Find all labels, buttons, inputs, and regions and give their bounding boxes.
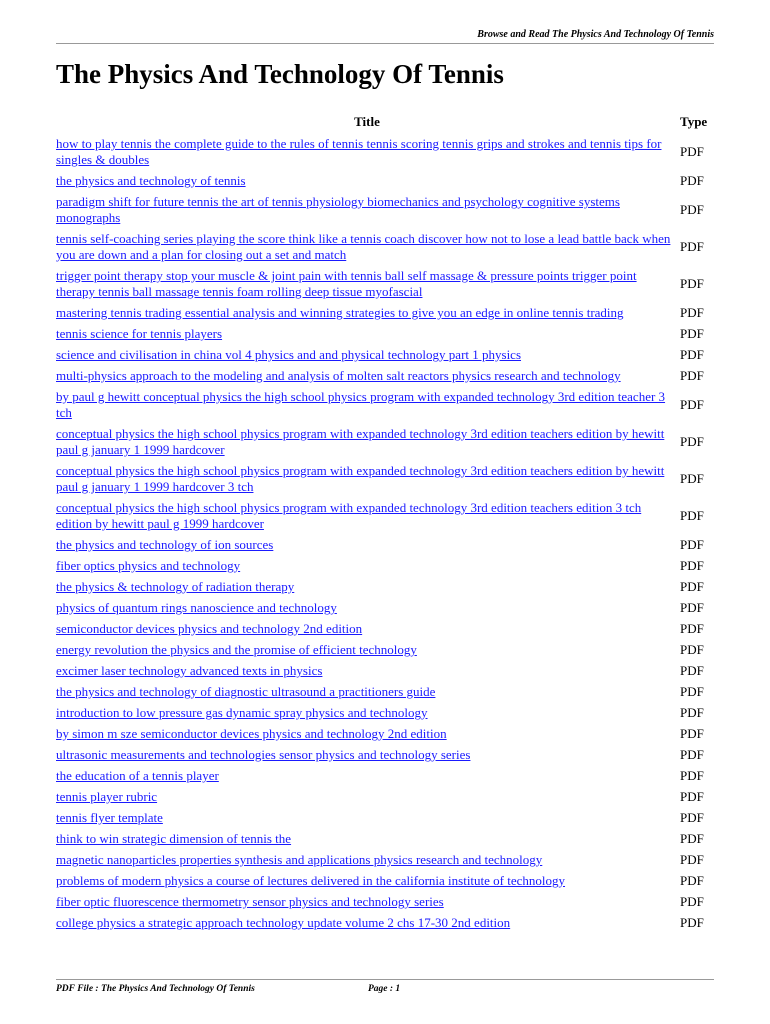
document-link[interactable]: think to win strategic dimension of tennis the [56,831,292,846]
file-type-label: PDF [680,368,704,383]
document-link[interactable]: tennis player rubric [56,789,158,804]
table-row [56,661,716,682]
title-cell [56,745,678,766]
document-link[interactable]: by paul g hewitt conceptual physics the high school physics program with expanded technology 3rd edition teacher 3 tch [56,389,666,420]
title-cell [56,192,678,229]
table-body [56,134,716,934]
table-row [56,535,716,556]
table-row [56,682,716,703]
file-type-label: PDF [680,558,704,573]
file-type-label: PDF [680,768,704,783]
file-type-label: PDF [680,894,704,909]
title-cell [56,787,678,808]
footer-page-number: Page : 1 [368,984,401,994]
table-row [56,229,716,266]
document-link[interactable]: by simon m sze semiconductor devices physics and technology 2nd edition [56,726,447,741]
title-cell [56,366,678,387]
document-link[interactable]: the physics and technology of ion sources [56,537,274,552]
table-row [56,787,716,808]
title-cell [56,661,678,682]
table-row [56,808,716,829]
document-link[interactable]: the physics and technology of tennis [56,173,246,188]
table-row [56,850,716,871]
title-cell [56,345,678,366]
table-row [56,871,716,892]
document-link[interactable]: tennis self-coaching series playing the score think like a tennis coach discover how not to lose a lead battle back when you are down and a plan for closing out a set and match [56,231,671,262]
title-cell [56,134,678,171]
document-link[interactable]: how to play tennis the complete guide to the rules of tennis tennis scoring tennis grips and strokes and tennis tips for singles & doubles [56,136,662,167]
file-type-label: PDF [680,852,704,867]
table-header-row [56,110,716,134]
title-cell [56,577,678,598]
title-cell [56,229,678,266]
file-type-label: PDF [680,202,704,217]
document-link[interactable]: ultrasonic measurements and technologies sensor physics and technology series [56,747,471,762]
table-row [56,324,716,345]
document-link[interactable]: tennis flyer template [56,810,163,825]
file-type-label: PDF [680,789,704,804]
title-cell [56,724,678,745]
table-row [56,556,716,577]
file-type-label: PDF [680,276,704,291]
file-type-label: PDF [680,471,704,486]
table-row [56,266,716,303]
document-link[interactable]: energy revolution the physics and the promise of efficient technology [56,642,417,657]
title-cell [56,871,678,892]
file-type-label: PDF [680,579,704,594]
title-cell [56,556,678,577]
table-row [56,192,716,229]
table-row [56,703,716,724]
table-row [56,366,716,387]
file-type-label: PDF [680,326,704,341]
column-header-type: Type [680,114,708,129]
document-link[interactable]: the education of a tennis player [56,768,219,783]
title-cell [56,303,678,324]
file-type-label: PDF [680,705,704,720]
file-type-label: PDF [680,915,704,930]
file-type-label: PDF [680,600,704,615]
document-list-table [56,110,716,934]
file-type-label: PDF [680,684,704,699]
document-link[interactable]: magnetic nanoparticles properties synthesis and applications physics research and technology [56,852,543,867]
title-cell [56,850,678,871]
table-row [56,134,716,171]
title-cell [56,703,678,724]
file-type-label: PDF [680,508,704,523]
table-row [56,424,716,461]
document-link[interactable]: conceptual physics the high school physics program with expanded technology 3rd edition teachers edition by hewitt paul g january 1 1999 hardcover [56,426,665,457]
document-link[interactable]: paradigm shift for future tennis the art of tennis physiology biomechanics and psychology cognitive systems monographs [56,194,620,225]
title-cell [56,913,678,934]
table-row [56,766,716,787]
title-cell [56,808,678,829]
document-link[interactable]: trigger point therapy stop your muscle & joint pain with tennis ball self massage & pressure points trigger point therapy tennis ball massage tennis foam rolling deep tissue myofascial [56,268,637,299]
file-type-label: PDF [680,831,704,846]
table-row [56,640,716,661]
file-type-label: PDF [680,747,704,762]
file-type-label: PDF [680,397,704,412]
title-cell [56,829,678,850]
header-divider [56,43,714,44]
table-row [56,598,716,619]
title-cell [56,598,678,619]
file-type-label: PDF [680,726,704,741]
table-row [56,619,716,640]
title-cell [56,387,678,424]
document-link[interactable]: introduction to low pressure gas dynamic spray physics and technology [56,705,428,720]
document-link[interactable]: the physics and technology of diagnostic ultrasound a practitioners guide [56,684,436,699]
document-link[interactable]: physics of quantum rings nanoscience and technology [56,600,337,615]
table-row [56,724,716,745]
file-type-label: PDF [680,144,704,159]
title-cell [56,424,678,461]
document-link[interactable]: problems of modern physics a course of lectures delivered in the california institute of technology [56,873,566,888]
table-row [56,913,716,934]
table-row [56,498,716,535]
title-cell [56,766,678,787]
file-type-label: PDF [680,347,704,362]
document-link[interactable]: mastering tennis trading essential analysis and winning strategies to give you an edge in online tennis trading [56,305,624,320]
title-cell [56,535,678,556]
title-cell [56,461,678,498]
file-type-label: PDF [680,434,704,449]
file-type-label: PDF [680,873,704,888]
file-type-label: PDF [680,537,704,552]
table-row [56,745,716,766]
document-link[interactable]: semiconductor devices physics and technology 2nd edition [56,621,363,636]
document-link[interactable]: science and civilisation in china vol 4 physics and and physical technology part 1 physics [56,347,522,362]
file-type-label: PDF [680,642,704,657]
table-row [56,577,716,598]
table-row [56,171,716,192]
document-link[interactable]: multi-physics approach to the modeling and analysis of molten salt reactors physics research and technology [56,368,621,383]
document-link[interactable]: fiber optics physics and technology [56,558,241,573]
title-cell [56,324,678,345]
document-link[interactable]: fiber optic fluorescence thermometry sensor physics and technology series [56,894,444,909]
file-type-label: PDF [680,173,704,188]
document-title: The Physics And Technology Of Tennis [56,59,504,89]
document-link[interactable]: the physics & technology of radiation therapy [56,579,295,594]
table-row [56,892,716,913]
title-cell [56,266,678,303]
table-row [56,829,716,850]
table-row [56,345,716,366]
title-cell [56,682,678,703]
file-type-label: PDF [680,810,704,825]
table-row [56,303,716,324]
title-cell [56,640,678,661]
document-link[interactable]: conceptual physics the high school physics program with expanded technology 3rd edition teachers edition by hewitt paul g january 1 1999 hardcover 3 tch [56,463,665,494]
document-link[interactable]: tennis science for tennis players [56,326,223,341]
column-header-title: Title [354,114,380,129]
file-type-label: PDF [680,621,704,636]
title-cell [56,498,678,535]
file-type-label: PDF [680,305,704,320]
document-link[interactable]: conceptual physics the high school physics program with expanded technology 3rd edition teachers edition 3 tch edition by hewitt paul g 1999 hardcover [56,500,642,531]
footer-file-label: PDF File : The Physics And Technology Of Tennis [56,984,255,994]
document-link[interactable]: excimer laser technology advanced texts in physics [56,663,323,678]
table-row [56,387,716,424]
running-header: Browse and Read The Physics And Technology Of Tennis [477,29,714,40]
file-type-label: PDF [680,239,704,254]
title-cell [56,892,678,913]
table-row [56,461,716,498]
title-cell [56,619,678,640]
title-cell [56,171,678,192]
file-type-label: PDF [680,663,704,678]
footer-divider [56,979,714,980]
document-link[interactable]: college physics a strategic approach technology update volume 2 chs 17-30 2nd edition [56,915,511,930]
